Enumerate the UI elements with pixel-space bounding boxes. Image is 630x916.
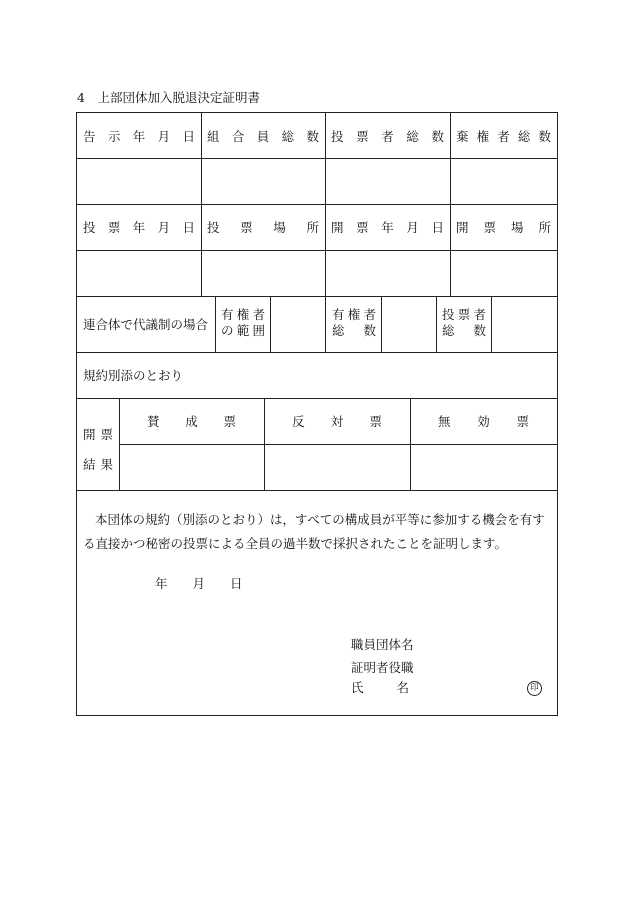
voter-count-line1: 投 票 者 bbox=[442, 307, 486, 322]
signer-name-label bbox=[351, 680, 409, 696]
header-voter-total: 投 票 者 総 数 bbox=[331, 128, 444, 144]
rule-line bbox=[215, 296, 216, 352]
document-title: 4 上部団体加入脱退決定証明書 bbox=[77, 90, 260, 105]
seal-icon: 印 bbox=[527, 681, 542, 696]
vote-place-field[interactable] bbox=[201, 250, 325, 296]
result-label bbox=[83, 420, 113, 480]
rule-line bbox=[436, 296, 437, 352]
header-approve-votes: 賛 成 票 bbox=[147, 414, 236, 429]
invalid-votes-field[interactable] bbox=[410, 444, 557, 490]
header-vote-date: 投 票 年 月 日 bbox=[83, 220, 195, 235]
rules-note: 規約別添のとおり bbox=[83, 368, 184, 383]
eligible-total-field[interactable] bbox=[381, 296, 436, 352]
signer-name-text: 氏 名 bbox=[351, 680, 409, 695]
voter-count-label bbox=[442, 307, 486, 339]
notice-date-field[interactable] bbox=[77, 158, 201, 204]
eligible-scope-line1: 有 権 者 bbox=[221, 307, 265, 322]
officer-title-label: 証明者役職 bbox=[351, 660, 414, 675]
result-label-line2: 結 果 bbox=[83, 457, 113, 472]
eligible-scope-line2: の 範 囲 bbox=[221, 323, 265, 338]
oppose-votes-field[interactable] bbox=[264, 444, 410, 490]
certification-text: 本団体の規約（別添のとおり）は，すべての構成員が平等に参加する機会を有する直接かつ秘密の投票による全員の過半数で採択されたことを証明します。 bbox=[83, 512, 545, 551]
result-label-line1: 開 票 bbox=[83, 427, 113, 442]
header-abstainer-total: 棄 権 者 総 数 bbox=[456, 128, 551, 144]
eligible-total-line1: 有 権 者 bbox=[332, 307, 376, 322]
eligible-total-label bbox=[332, 307, 376, 339]
member-total-field[interactable] bbox=[201, 158, 325, 204]
rule-line bbox=[325, 296, 326, 352]
count-place-field[interactable] bbox=[450, 250, 557, 296]
council-label: 連合体で代議制の場合 bbox=[83, 317, 209, 332]
count-date-field[interactable] bbox=[325, 250, 450, 296]
header-oppose-votes: 反 対 票 bbox=[292, 414, 382, 429]
voter-total-field[interactable] bbox=[325, 158, 450, 204]
certification-date: 年 月 日 bbox=[155, 576, 243, 591]
org-name-label: 職員団体名 bbox=[351, 637, 414, 652]
eligible-scope-field[interactable] bbox=[270, 296, 325, 352]
header-count-place: 開 票 場 所 bbox=[456, 220, 551, 235]
header-notice-date: 告 示 年 月 日 bbox=[83, 128, 195, 144]
vote-date-field[interactable] bbox=[77, 250, 201, 296]
voter-count-line2: 総 数 bbox=[442, 323, 486, 338]
approve-votes-field[interactable] bbox=[119, 444, 264, 490]
header-vote-place: 投 票 場 所 bbox=[207, 220, 319, 235]
header-member-total: 組 合 員 総 数 bbox=[207, 128, 319, 144]
eligible-total-line2: 総 数 bbox=[332, 323, 376, 338]
header-count-date: 開 票 年 月 日 bbox=[331, 220, 444, 235]
certification-block bbox=[77, 490, 557, 715]
voter-count-field[interactable] bbox=[491, 296, 557, 352]
certificate-form bbox=[76, 112, 558, 716]
eligible-scope-label bbox=[221, 307, 265, 339]
header-invalid-votes: 無 効 票 bbox=[438, 414, 529, 429]
abstainer-total-field[interactable] bbox=[450, 158, 557, 204]
